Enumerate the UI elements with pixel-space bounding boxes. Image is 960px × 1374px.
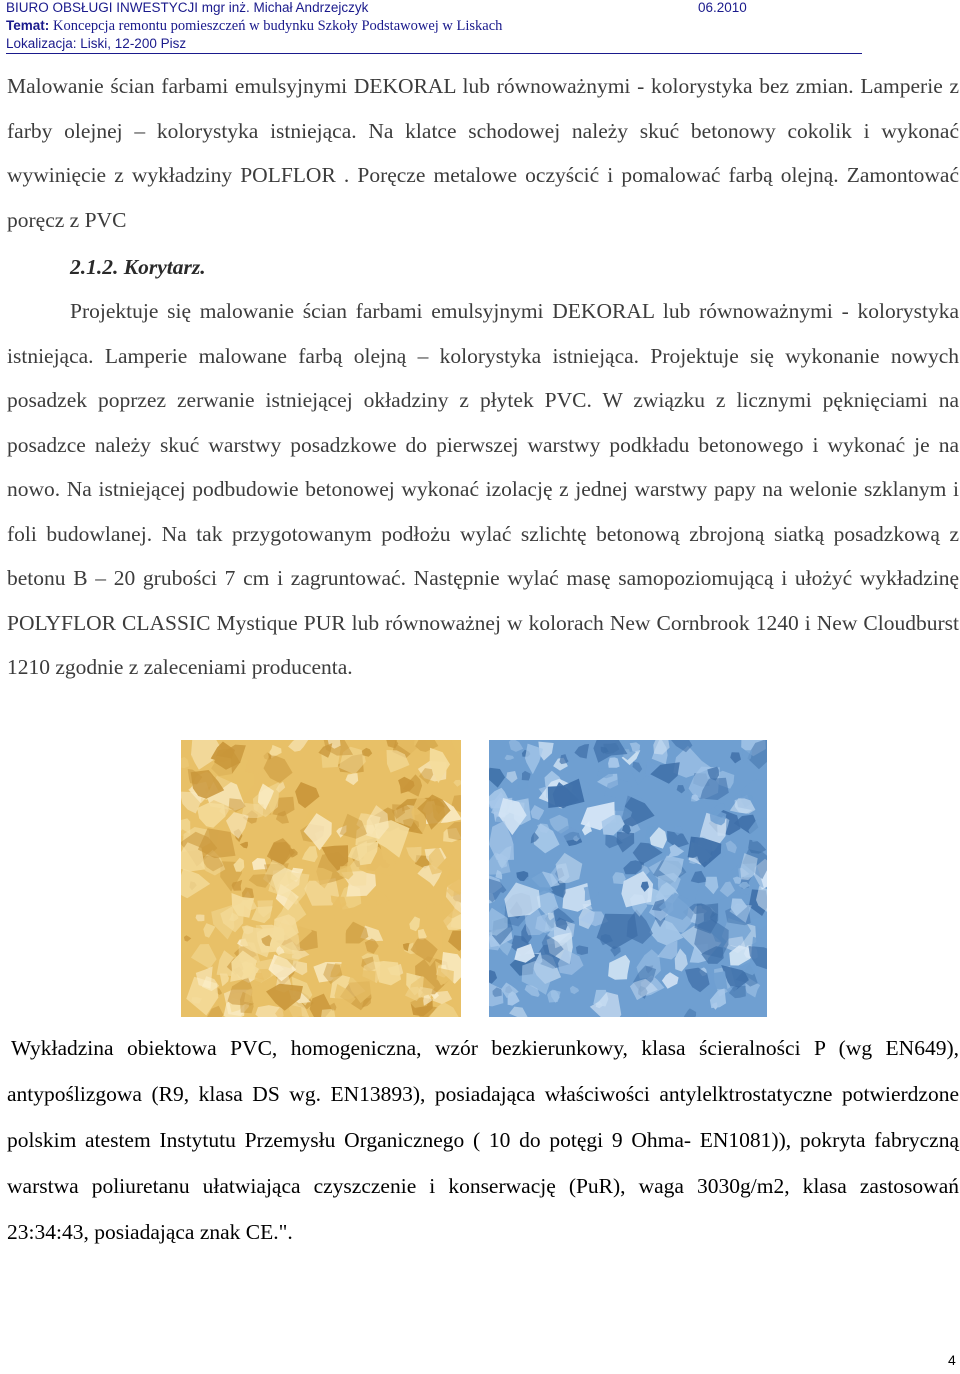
header-topic-value: Koncepcja remontu pomieszczeń w budynku Szkoły Podstawowej w Liskach — [53, 18, 503, 34]
floor-swatch-yellow — [181, 740, 461, 1017]
header-topic-label: Temat: — [6, 18, 50, 33]
page-number: 4 — [948, 1352, 956, 1368]
paragraph-corridor: Projektuje się malowanie ścian farbami emulsyjnymi DEKORAL lub równoważnymi - kolorystyka istniejąca. Lamperie malowane farbą olejną – kolorystyka istniejąca. Projektuje się wykonanie nowych posadzek poprzez zerwanie istniejącej okładziny z płytek PVC. W związku z licznymi pęknięciami na posadzce należy skuć warstwy posadzkowe do pierwszej warstwy podkładu betonowego i wykonać je na nowo. Na istniejącej podbudowie betonowej wykonać izolację z jednej warstwy papy na welonie szklanym i foli budowlanej. Na tak przygotowanym podłożu wylać szlichtę betonową zbrojoną siatką posadzkową z betonu B – 20 grubości 7 cm i zagruntować. Następnie wylać masę samopoziomującą i ułożyć wykładzinę POLYFLOR CLASSIC Mystique PUR lub równoważnej w kolorach New Cornbrook 1240 i New Cloudburst 1210 zgodnie z zaleceniami producenta. — [7, 299, 959, 679]
header-date: 06.2010 — [698, 0, 747, 15]
section-heading-korytarz: 2.1.2. Korytarz. — [70, 255, 206, 279]
header-org: BIURO OBSŁUGI INWESTYCJI mgr inż. Michał Andrzejczyk — [6, 0, 369, 15]
floor-swatch-blue — [489, 740, 767, 1017]
header-topic-line — [6, 18, 502, 35]
header-divider — [6, 53, 862, 54]
paragraph-flooring-spec: Wykładzina obiektowa PVC, homogeniczna, wzór bezkierunkowy, klasa ścieralności P (wg EN649), antypoślizgowa (R9, klasa DS wg. EN13893), posiadająca właściwości antylelktrostatyczne potwierdzone polskim atestem Instytutu Przemysłu Organicznego ( 10 do potęgi 9 Ohma- EN1081)), pokryta fabryczną warstwa poliuretanu ułatwiająca czyszczenie i konserwację (PuR), waga 3030g/m2, klasa zastosowań 23:34:43, posiadająca znak CE.". — [7, 1036, 959, 1244]
header-org-line — [6, 0, 747, 15]
header-location: Lokalizacja: Liski, 12-200 Pisz — [6, 36, 187, 51]
paragraph-stairs: Malowanie ścian farbami emulsyjnymi DEKORAL lub równoważnymi - kolorystyka bez zmian. Lamperie z farby olejnej – kolorystyka istniejąca. Na klatce schodowej należy skuć betonowy cokolik i wykonać wywinięcie z wykładziny POLFLOR . Poręcze metalowe oczyścić i pomalować farbą olejną. Zamontować poręcz z PVC — [7, 74, 959, 232]
